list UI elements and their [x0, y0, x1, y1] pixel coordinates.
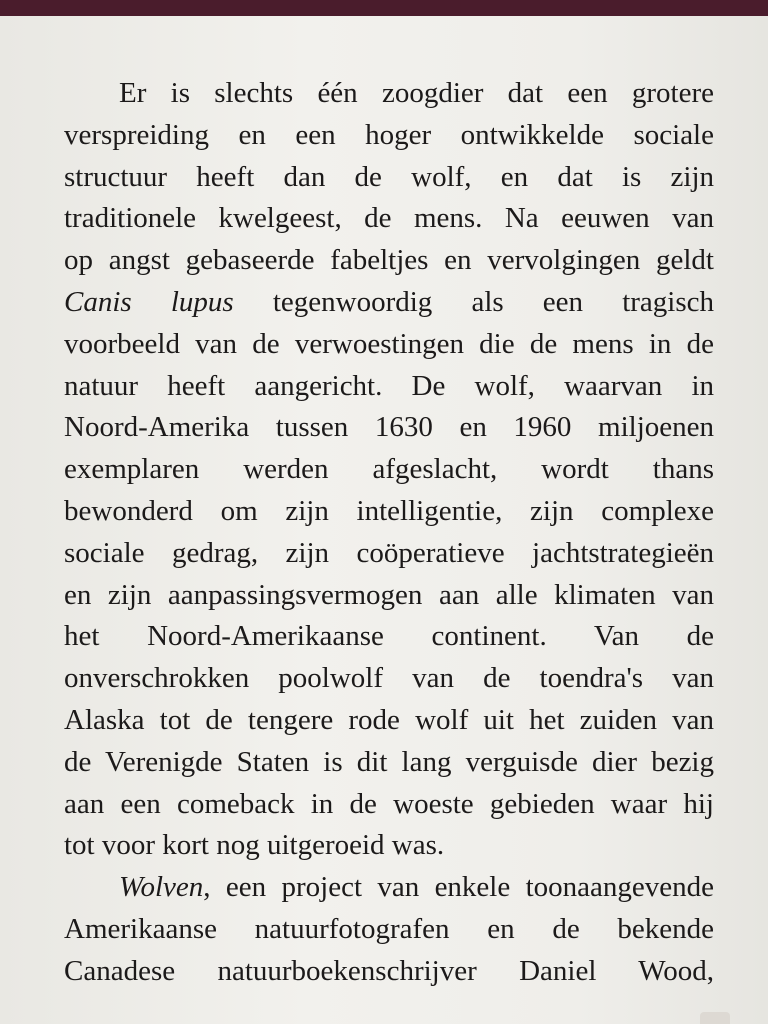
book-cover-edge [0, 0, 768, 16]
italic-text: Canis lupus [64, 285, 234, 318]
text-line [64, 742, 714, 784]
text-segment: exemplaren werden afgeslacht, wordt thans [64, 453, 714, 486]
text-line [64, 951, 714, 993]
text-segment: voorbeeld van de verwoestingen die de mens in de [64, 327, 714, 360]
text-line [64, 491, 714, 533]
text-segment: Alaska tot de tengere rode wolf uit het zuiden van [64, 703, 714, 736]
text-segment: onverschrokken poolwolf van de toendra's van [64, 662, 714, 695]
text-segment: bewonderd om zijn intelligentie, zijn complexe [64, 494, 714, 527]
text-line [64, 658, 714, 700]
text-line [64, 700, 714, 742]
text-line [64, 533, 714, 575]
text-line [64, 449, 714, 491]
text-segment: sociale gedrag, zijn coöperatieve jachtstrategieën [64, 536, 714, 569]
text-line [64, 825, 714, 867]
page-edge-mark [700, 1012, 730, 1024]
text-segment: structuur heeft dan de wolf, en dat is zijn [64, 160, 714, 193]
text-segment: Er is slechts één zoogdier dat een grotere [119, 77, 714, 109]
text-line [64, 73, 714, 115]
text-line [64, 366, 714, 408]
text-segment: Amerikaanse natuurfotografen en de bekende [64, 912, 714, 945]
blurb-text [64, 73, 714, 993]
text-segment: verspreiding en een hoger ontwikkelde sociale [64, 118, 714, 151]
text-line [64, 867, 714, 909]
text-segment: , een project van enkele toonaangevende [203, 871, 714, 904]
text-line [64, 784, 714, 826]
text-line [64, 324, 714, 366]
text-segment: aan een comeback in de woeste gebieden waar hij [64, 787, 714, 820]
text-line [64, 240, 714, 282]
book-back-cover-page [0, 16, 768, 1024]
text-line [64, 282, 714, 324]
text-segment: Canadese natuurboekenschrijver Daniel Wood, [64, 954, 714, 987]
text-segment: en zijn aanpassingsvermogen aan alle klimaten van [64, 578, 714, 611]
text-segment: de Verenigde Staten is dit lang verguisde dier bezig [64, 745, 714, 778]
text-segment: natuur heeft aangericht. De wolf, waarvan in [64, 369, 714, 402]
text-line [64, 616, 714, 658]
text-segment: traditionele kwelgeest, de mens. Na eeuwen van [64, 202, 714, 235]
italic-text: Wolven [119, 871, 204, 904]
text-line [64, 909, 714, 951]
text-segment: het Noord-Amerikaanse continent. Van de [64, 620, 714, 653]
text-segment: tot voor kort nog uitgeroeid was. [64, 829, 445, 862]
text-line [64, 115, 714, 157]
text-segment: tegenwoordig als een tragisch [233, 285, 715, 318]
text-segment: Noord-Amerika tussen 1630 en 1960 miljoenen [64, 411, 714, 444]
text-segment: op angst gebaseerde fabeltjes en vervolgingen geldt [64, 244, 714, 277]
text-line [64, 407, 714, 449]
text-line [64, 575, 714, 617]
text-line [64, 198, 714, 240]
text-line [64, 157, 714, 199]
